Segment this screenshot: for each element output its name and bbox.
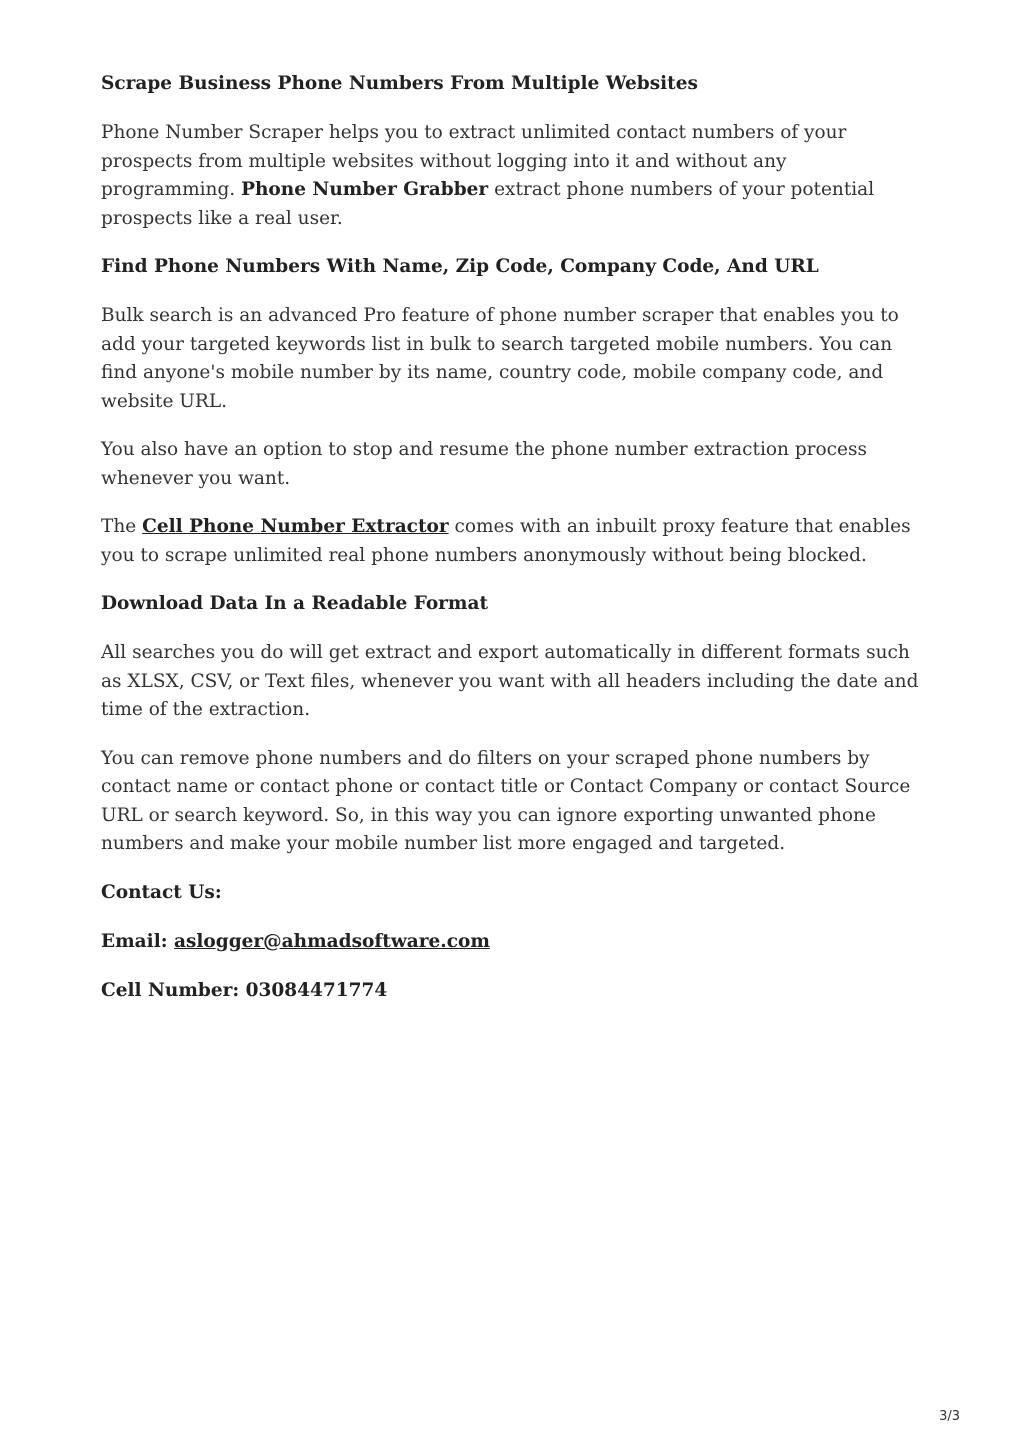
- document-body: [101, 70, 926, 1026]
- section-heading-download: Download Data In a Readable Format: [101, 593, 489, 614]
- paragraph-bulk-search: Bulk search is an advanced Pro feature of phone number scraper that enables you to add your targeted keywords list in bulk to search targeted mobile numbers. You can find anyone's mobile number by its name, country code, mobile company code, and website URL.: [101, 305, 899, 412]
- paragraph-intro-text: Phone Number Scraper helps you to extract unlimited contact numbers of your prospects from multiple websites without logging into it and without any programming.: [101, 122, 847, 200]
- paragraph-intro: [101, 119, 926, 233]
- paragraph-proxy: [101, 513, 926, 570]
- page-number: 3/3: [939, 1409, 960, 1424]
- contact-phone-line: [101, 977, 926, 1005]
- paragraph-intro-bold: Phone Number Grabber: [241, 179, 489, 200]
- paragraph-proxy-suffix: comes with an inbuilt proxy feature that enables you to scrape unlimited real phone numbers anonymously without being blocked.: [101, 516, 911, 566]
- contact-email-line: [101, 928, 926, 956]
- paragraph-proxy-prefix: The: [101, 516, 143, 537]
- email-link[interactable]: aslogger@ahmadsoftware.com: [174, 930, 490, 952]
- cell-phone-extractor-link[interactable]: Cell Phone Number Extractor: [142, 516, 449, 537]
- section-heading-find: Find Phone Numbers With Name, Zip Code, Company Code, And URL: [101, 256, 819, 277]
- email-label: Email:: [101, 930, 174, 952]
- paragraph-filters: You can remove phone numbers and do filters on your scraped phone numbers by contact name or contact phone or contact title or Contact Company or contact Source URL or search keyword. So, in this way you can ignore exporting unwanted phone numbers and make your mobile number list more engaged and targeted.: [101, 747, 911, 854]
- section-heading-scrape: Scrape Business Phone Numbers From Multiple Websites: [101, 73, 698, 94]
- paragraph-stop-resume: You also have an option to stop and resume the phone number extraction process whenever you want.: [101, 439, 867, 489]
- contact-heading: Contact Us:: [101, 881, 222, 903]
- phone-label: Cell Number:: [101, 979, 246, 1001]
- paragraph-export: All searches you do will get extract and export automatically in different formats such as XLSX, CSV, or Text files, whenever you want with all headers including the date and time of the extraction.: [101, 642, 919, 720]
- paragraph-intro-tail: extract phone numbers of your potential prospects like a real user.: [101, 179, 875, 229]
- phone-number: 03084471774: [245, 979, 388, 1001]
